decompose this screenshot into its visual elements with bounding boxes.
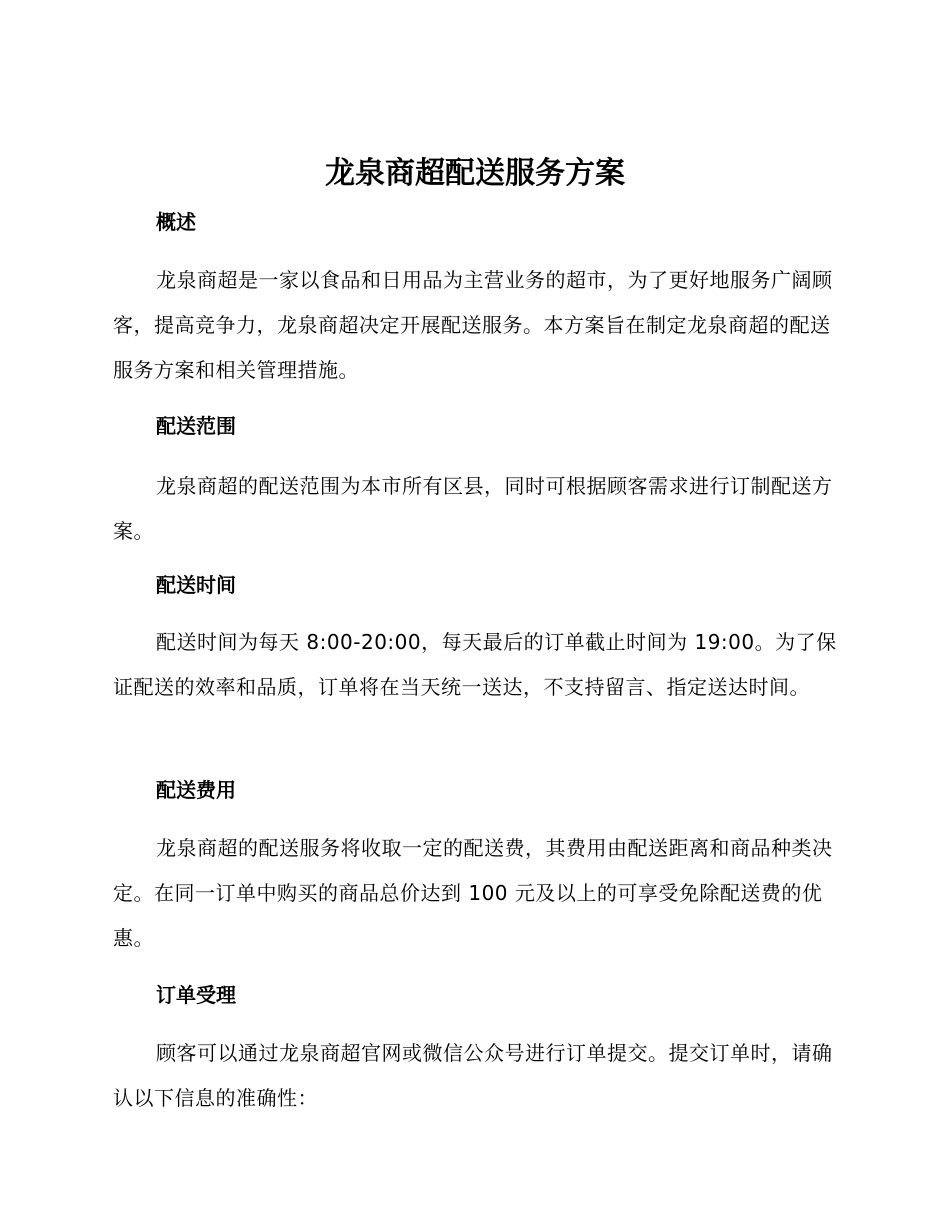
section-paragraph-delivery-time: 配送时间为每天 8:00-20:00，每天最后的订单截止时间为 19:00。为了保证配送的效率和品质，订单将在当天统一送达，不支持留言、指定送达时间。 [113,630,837,699]
section-heading-order-acceptance: 订单受理 [156,983,236,1007]
section-heading-overview: 概述 [156,210,196,234]
section-paragraph-delivery-range: 龙泉商超的配送范围为本市所有区县，同时可根据顾客需求进行订制配送方案。 [113,474,833,543]
section-heading-delivery-time: 配送时间 [156,573,236,597]
section-paragraph-overview: 龙泉商超是一家以食品和日用品为主营业务的超市，为了更好地服务广阔顾客，提高竞争力，龙泉商超决定开展配送服务。本方案旨在制定龙泉商超的配送服务方案和相关管理措施。 [113,268,833,382]
section-heading-delivery-range: 配送范围 [156,414,236,438]
section-heading-delivery-fee: 配送费用 [156,778,236,802]
document-title: 龙泉商超配送服务方案 [325,156,625,191]
section-paragraph-delivery-fee: 龙泉商超的配送服务将收取一定的配送费，其费用由配送距离和商品种类决定。在同一订单中购买的商品总价达到 100 元及以上的可享受免除配送费的优惠。 [113,836,833,950]
section-paragraph-order-acceptance: 顾客可以通过龙泉商超官网或微信公众号进行订单提交。提交订单时，请确认以下信息的准确性： [113,1041,833,1110]
